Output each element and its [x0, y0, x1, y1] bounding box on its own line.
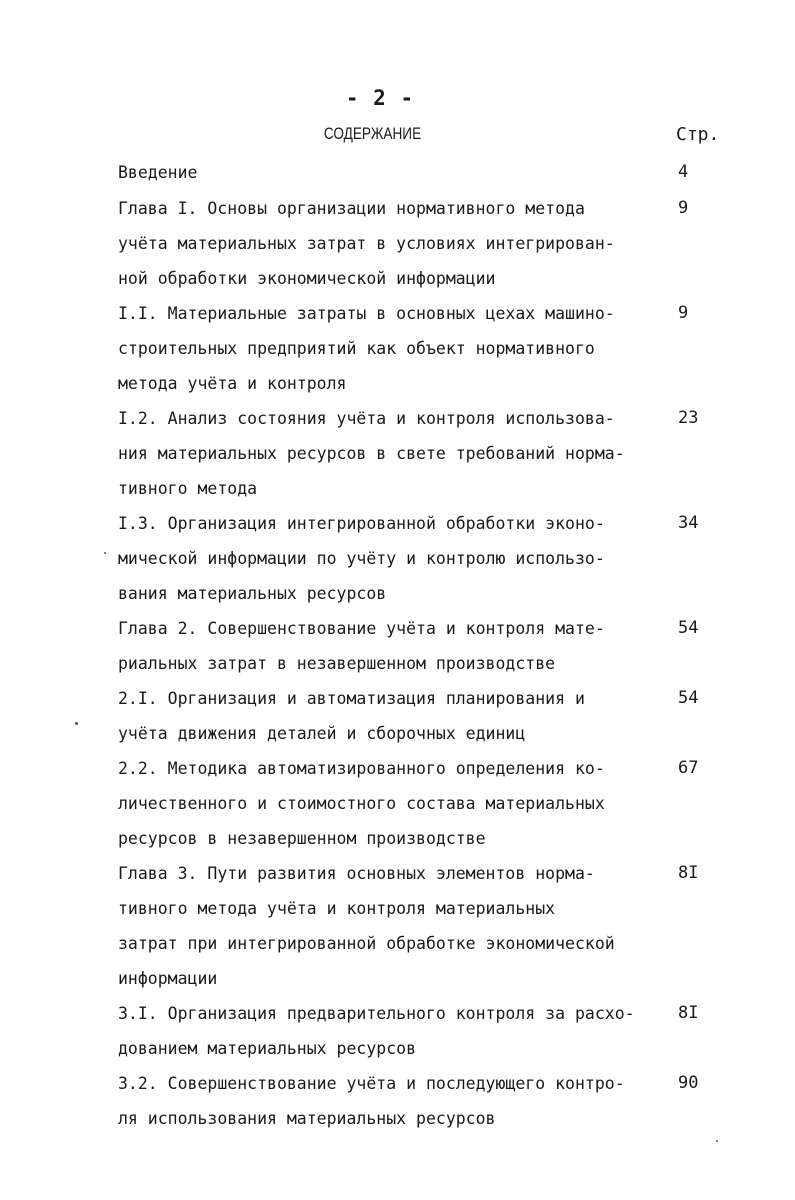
toc-entry-page: 54 — [678, 688, 699, 708]
table-of-contents — [118, 155, 718, 1136]
toc-entry-page: 54 — [678, 618, 699, 638]
scan-speck — [75, 722, 78, 725]
toc-entry-text: 2.I. Организация и автоматизация планирования и учёта движения деталей и сборочных единиц — [118, 689, 585, 743]
toc-entry-text: 3.2. Совершенствование учёта и последующего контро- ля использования материальных ресурсов — [118, 1074, 625, 1128]
toc-entry-page: 90 — [678, 1073, 699, 1093]
page-column-header: Стр. — [676, 124, 720, 145]
toc-entry — [118, 611, 718, 681]
toc-entry-text: I.3. Организация интегрированной обработки эконо- мической информации по учёту и контролю использо- вания материальных ресурсов — [118, 514, 605, 603]
scan-speck — [104, 552, 106, 554]
toc-entry-text: I.2. Анализ состояния учёта и контроля использова- ния материальных ресурсов в свете требований норма- тивного метода — [118, 409, 625, 498]
toc-entry — [118, 401, 718, 506]
toc-entry-page: 9 — [678, 198, 689, 218]
toc-entry-page: 23 — [678, 408, 699, 428]
toc-entry — [118, 751, 718, 856]
toc-entry — [118, 1066, 718, 1136]
toc-entry-page: 67 — [678, 758, 699, 778]
toc-entry-text: Глава 3. Пути развития основных элементов норма- тивного метода учёта и контроля материальных затрат при интегрированной обработке экономической информации — [118, 864, 615, 988]
toc-entry-page: 9 — [678, 303, 689, 323]
toc-entry-text: Введение — [118, 163, 198, 182]
scan-speck — [716, 1140, 718, 1142]
toc-entry-page: 34 — [678, 513, 699, 533]
toc-entry — [118, 296, 718, 401]
toc-entry-text: I.I. Материальные затраты в основных цехах машино- строительных предприятий как объект нормативного метода учёта и контроля — [118, 304, 615, 393]
toc-entry — [118, 191, 718, 296]
toc-entry — [118, 681, 718, 751]
toc-entry-page: 4 — [678, 162, 689, 182]
toc-entry — [118, 996, 718, 1066]
toc-entry-text: Глава 2. Совершенствование учёта и контроля мате- риальных затрат в незавершенном производстве — [118, 619, 605, 673]
toc-entry-text: Глава I. Основы организации нормативного метода учёта материальных затрат в условиях интегрирован- ной обработки экономической информации — [118, 199, 615, 288]
toc-entry-page: 8I — [678, 863, 699, 883]
page-number: - 2 - — [345, 86, 415, 110]
toc-entry-text: 2.2. Методика автоматизированного определения ко- личественного и стоимостного состава материальных ресурсов в незавершенном производстве — [118, 759, 605, 848]
toc-entry-text: 3.I. Организация предварительного контроля за расхо- дованием материальных ресурсов — [118, 1004, 635, 1058]
toc-entry — [118, 506, 718, 611]
toc-entry-page: 8I — [678, 1003, 699, 1023]
toc-entry — [118, 856, 718, 996]
toc-title: СОДЕРЖАНИЕ — [323, 124, 422, 143]
toc-entry — [118, 155, 718, 191]
